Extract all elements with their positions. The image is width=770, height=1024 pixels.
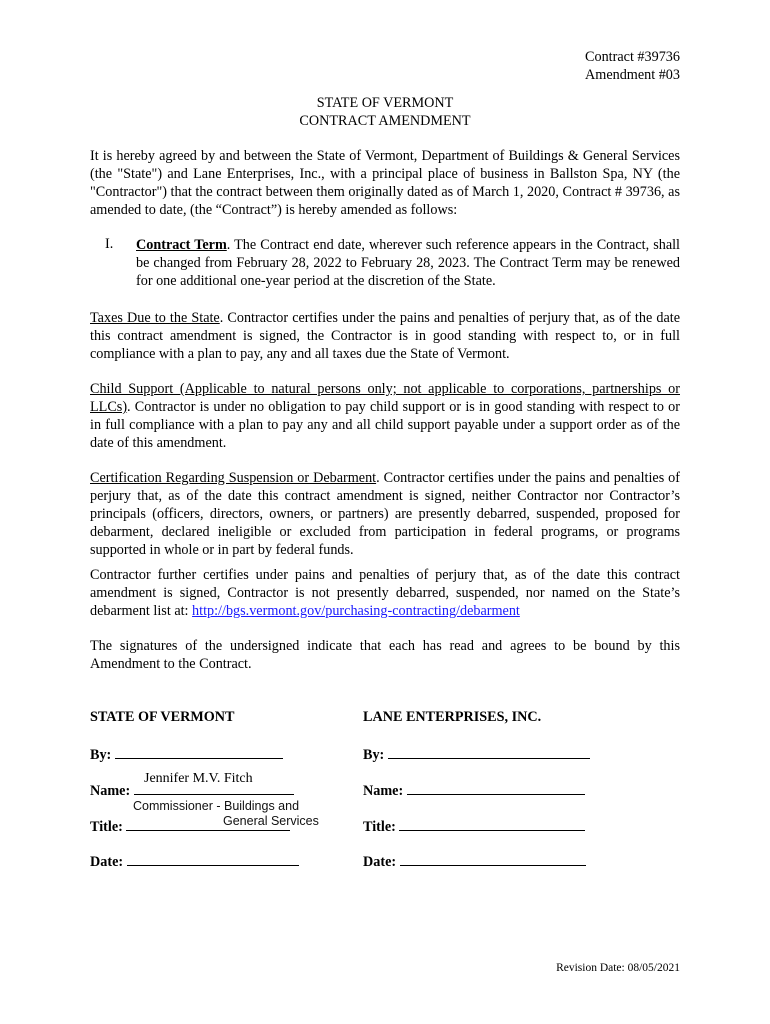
left-date-label: Date: xyxy=(90,854,124,870)
signatures-intro-paragraph xyxy=(90,637,680,673)
right-name-label: Name: xyxy=(363,783,404,799)
certification-text: . Contractor certifies under the pains and penalties of perjury that, as of the date this contract amendment is signed, neither Contractor nor Contractor’s principals (officers, directors, owners, or partners) are presently debarred, suspended, proposed for debarment, declared ineligible or excluded from participation in federal programs, or programs supported in whole or in part by federal funds. xyxy=(90,470,680,558)
left-title-line[interactable] xyxy=(126,816,290,831)
right-by-label: By: xyxy=(363,747,385,763)
contract-term-item xyxy=(136,236,680,290)
contract-term-text: . The Contract end date, wherever such reference appears in the Contract, shall be changed from February 28, 2022 to February 28, 2023. The Contract Term may be renewed for one additional one-year period at the discretion of the State. xyxy=(136,237,680,289)
document-title xyxy=(0,94,770,130)
further-text: Contractor further certifies under pains and penalties of perjury that, as of the date this contract amendment is signed, Contractor is not presently debarred, suspended, nor named on the State’s debarment list at: xyxy=(90,567,680,619)
taxes-paragraph xyxy=(90,309,680,363)
signatures-intro-text: The signatures of the undersigned indicate that each has read and agrees to be bound by this Amendment to the Contract. xyxy=(90,638,680,672)
revision-date: Revision Date: 08/05/2021 xyxy=(556,962,680,974)
intro-text: It is hereby agreed by and between the State of Vermont, Department of Buildings & General Services (the "State") and Lane Enterprises, Inc., with a principal place of business in Ballston Spa, NY (the "Contractor") that the contract between them originally dated as of March 1, 2020, Contract # 39736, as amended to date, (the “Contract”) is hereby amended as follows: xyxy=(90,148,680,218)
further-certification-paragraph xyxy=(90,566,680,620)
left-name-row xyxy=(90,780,294,800)
left-name-line[interactable] xyxy=(134,780,294,795)
left-title-line-1: Commissioner - Buildings and xyxy=(133,799,300,813)
intro-paragraph xyxy=(90,147,680,219)
left-title-label: Title: xyxy=(90,819,123,835)
amendment-number: Amendment #03 xyxy=(585,67,680,83)
right-by-line[interactable] xyxy=(388,744,590,759)
taxes-text: . Contractor certifies under the pains and penalties of perjury that, as of the date this contract amendment is signed, the Contractor is in good standing with respect to, or in full compliance with a plan to pay, any and all taxes due the State of Vermont. xyxy=(90,310,680,362)
right-title-row xyxy=(363,816,585,836)
right-date-row xyxy=(363,851,586,871)
left-date-line[interactable] xyxy=(127,851,299,866)
left-title-row xyxy=(90,816,290,836)
title-line-2: CONTRACT AMENDMENT xyxy=(299,113,471,129)
taxes-heading: Taxes Due to the State xyxy=(90,310,220,326)
contract-number: Contract #39736 xyxy=(585,49,680,65)
right-date-line[interactable] xyxy=(400,851,586,866)
right-title-line[interactable] xyxy=(399,816,585,831)
item-number: I. xyxy=(105,236,114,252)
left-by-label: By: xyxy=(90,747,112,763)
right-name-line[interactable] xyxy=(407,780,585,795)
contract-header xyxy=(585,48,680,84)
debarment-link[interactable]: http://bgs.vermont.gov/purchasing-contracting/debarment xyxy=(192,603,520,619)
child-support-text: . Contractor is under no obligation to pay child support or is in good standing with respect to or in full compliance with a plan to pay any and all child support payable under a support order as of the date of this amendment. xyxy=(90,399,680,451)
certification-heading: Certification Regarding Suspension or Debarment xyxy=(90,470,377,486)
right-party-heading: LANE ENTERPRISES, INC. xyxy=(363,709,542,725)
right-title-label: Title: xyxy=(363,819,396,835)
right-date-label: Date: xyxy=(363,854,397,870)
right-by-row xyxy=(363,744,590,764)
left-title-line-2: General Services xyxy=(223,814,319,828)
left-party-heading: STATE OF VERMONT xyxy=(90,709,235,725)
left-name-label: Name: xyxy=(90,783,131,799)
left-date-row xyxy=(90,851,299,871)
title-line-1: STATE OF VERMONT xyxy=(316,95,454,111)
contract-term-heading: Contract Term xyxy=(136,237,227,253)
certification-paragraph xyxy=(90,469,680,559)
left-signed-name: Jennifer M.V. Fitch xyxy=(144,771,253,786)
child-support-heading: Child Support (Applicable to natural persons only; not applicable to corporations, partnerships or LLCs) xyxy=(90,381,680,415)
child-support-paragraph xyxy=(90,380,680,452)
right-name-row xyxy=(363,780,585,800)
left-by-row xyxy=(90,744,283,764)
left-by-line[interactable] xyxy=(115,744,283,759)
